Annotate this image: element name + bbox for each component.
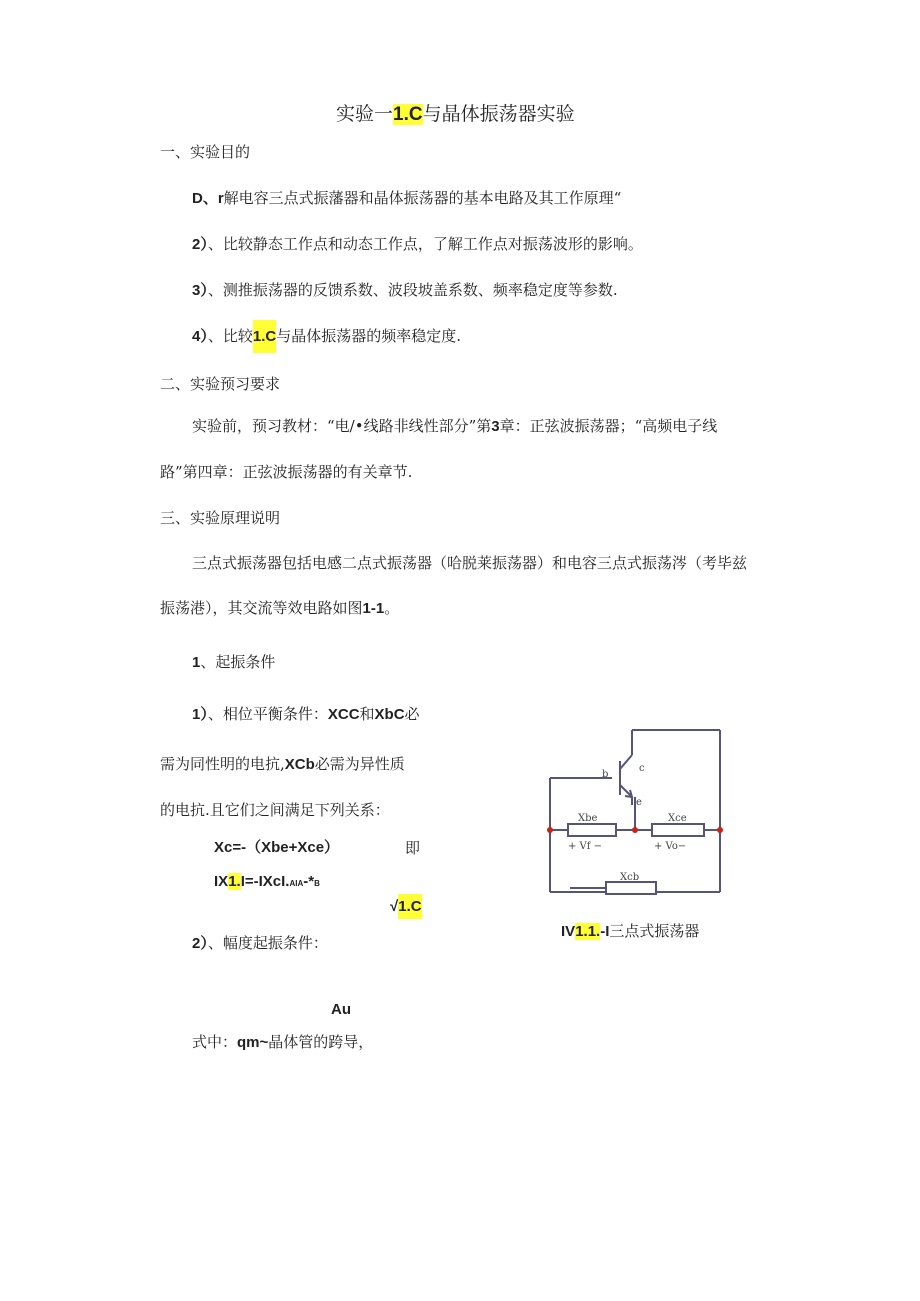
figure-caption: IV1.1.-I三点式振荡器: [561, 922, 700, 940]
formula-note: 式中：qm~晶体管的跨导，: [192, 1033, 374, 1051]
highlight-mark: 1.: [228, 873, 241, 890]
section-heading-principle: 三、实验原理说明: [160, 509, 281, 527]
prep-line-1: 实验前，预习教材：“电/•线路非线性部分”第3章：正弦波振荡器；“高频电子线: [192, 417, 718, 435]
xcb-label: Xcb: [620, 872, 640, 883]
highlight-mark: 1.1.: [575, 923, 601, 940]
vo-label: + Vo−: [654, 841, 687, 852]
au-label: Au: [331, 1001, 351, 1018]
start-condition-heading: 1、起振条件: [192, 653, 276, 671]
equation-1-ji: 即: [405, 839, 421, 857]
equation-3: √1.C: [390, 897, 422, 917]
principle-line-1: 三点式振荡器包括电感二点式振荡器（哈脱莱振荡器）和电容三点式振荡涔（考毕兹: [192, 554, 748, 572]
collector-label: c: [639, 763, 645, 774]
section-heading-prep: 二、实验预习要求: [160, 375, 281, 393]
equation-2: IX1.I=-IXcI.AIA-*B: [214, 873, 320, 890]
purpose-item-2: 2）、比较静态工作点和动态工作点，了解工作点对振荡波形的影响。: [192, 235, 643, 253]
equation-1: Xc=-（Xbe+Xce）: [214, 839, 340, 856]
page-title: 实验一1.C与晶体振荡器实验: [336, 103, 575, 125]
purpose-item-4: 4）、比较1.C与晶体振荡器的频率稳定度.: [192, 326, 461, 347]
section-heading-purpose: 一、实验目的: [160, 143, 251, 161]
vf-label: + Vf −: [568, 841, 603, 852]
xbe-label: Xbe: [578, 813, 598, 824]
prep-line-2: 路”第四章：正弦波振荡器的有关章节.: [160, 463, 413, 481]
amplitude-condition: 2）、幅度起振条件：: [192, 934, 328, 952]
purpose-item-1: D、r解电容三点式振藩器和晶体振荡器的基本电路及其工作原理“: [192, 189, 622, 207]
base-label: b: [602, 769, 609, 780]
phase-condition-line-2: 需为同性明的电抗,XCb必需为异性质: [160, 755, 405, 773]
principle-line-2: 振荡港），其交流等效电路如图1-1。: [160, 599, 400, 617]
xce-label: Xce: [668, 813, 687, 824]
highlight-mark: 1.C: [398, 894, 421, 919]
emitter-label: e: [636, 797, 642, 808]
highlight-mark: 1.C: [393, 104, 423, 125]
highlight-mark: 1.C: [253, 320, 276, 353]
phase-condition-line: 1）、相位平衡条件：XCC和XbC必: [192, 705, 420, 723]
circuit-diagram: [540, 725, 730, 905]
phase-condition-line-3: 的电抗.且它们之间满足下列关系：: [160, 801, 390, 819]
purpose-item-3: 3）、测推振荡器的反馈系数、波段坡盖系数、频率稳定度等参数.: [192, 281, 618, 299]
